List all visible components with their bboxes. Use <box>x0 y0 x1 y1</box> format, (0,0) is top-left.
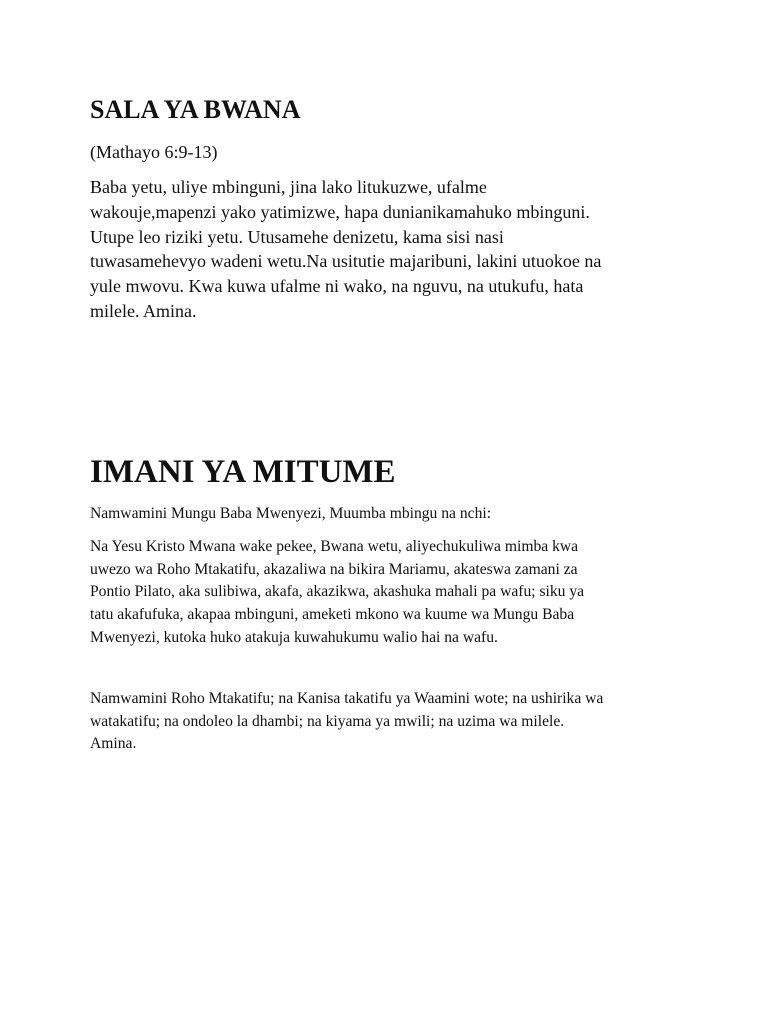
paragraph-line: tatu akafufuka, akapaa mbinguni, ameketi mkono wa kuume wa Mungu Baba <box>90 606 575 624</box>
paragraph-line: Pontio Pilato, aka sulibiwa, akafa, akazikwa, akashuka mahali pa wafu; siku ya <box>90 583 585 601</box>
creed-paragraph-1 <box>90 503 680 526</box>
paragraph-line: Utupe leo riziki yetu. Utusamehe denizetu, kama sisi nasi <box>90 226 504 247</box>
paragraph-line: Na Yesu Kristo Mwana wake pekee, Bwana wetu, aliyechukuliwa mimba kwa <box>90 538 579 555</box>
paragraph-line: Amina. <box>90 735 137 753</box>
paragraph-line: wakouje,mapenzi yako yatimizwe, hapa dunianikamahuko mbinguni. <box>90 201 590 222</box>
lords-prayer-paragraph <box>90 175 680 324</box>
heading-sala-ya-bwana: SALA YA BWANA <box>90 95 301 124</box>
paragraph-line: Baba yetu, uliye mbinguni, jina lako litukuzwe, ufalme <box>90 177 487 197</box>
paragraph-line: watakatifu; na ondoleo la dhambi; na kiyama ya mwili; na uzima wa milele. <box>90 712 565 730</box>
scripture-reference: (Mathayo 6:9-13) <box>90 142 218 162</box>
creed-paragraph-3 <box>90 688 680 756</box>
paragraph-line: Namwamini Roho Mtakatifu; na Kanisa takatifu ya Waamini wote; na ushirika wa <box>90 690 604 707</box>
paragraph-line: tuwasamehevyo wadeni wetu.Na usitutie majaribuni, lakini utuokoe na <box>90 251 602 272</box>
paragraph-line: yule mwovu. Kwa kuwa ufalme ni wako, na nguvu, na utukufu, hata <box>90 276 584 297</box>
paragraph-line: milele. Amina. <box>90 300 197 321</box>
paragraph-line: uwezo wa Roho Mtakatifu, akazaliwa na bikira Mariamu, akateswa zamani za <box>90 560 578 578</box>
paragraph-line: Namwamini Mungu Baba Mwenyezi, Muumba mbingu na nchi: <box>90 505 492 522</box>
creed-paragraph-2 <box>90 536 680 650</box>
paragraph-line: Mwenyezi, kutoka huko atakuja kuwahukumu walio hai na wafu. <box>90 628 498 646</box>
heading-imani-ya-mitume: IMANI YA MITUME <box>90 454 396 490</box>
